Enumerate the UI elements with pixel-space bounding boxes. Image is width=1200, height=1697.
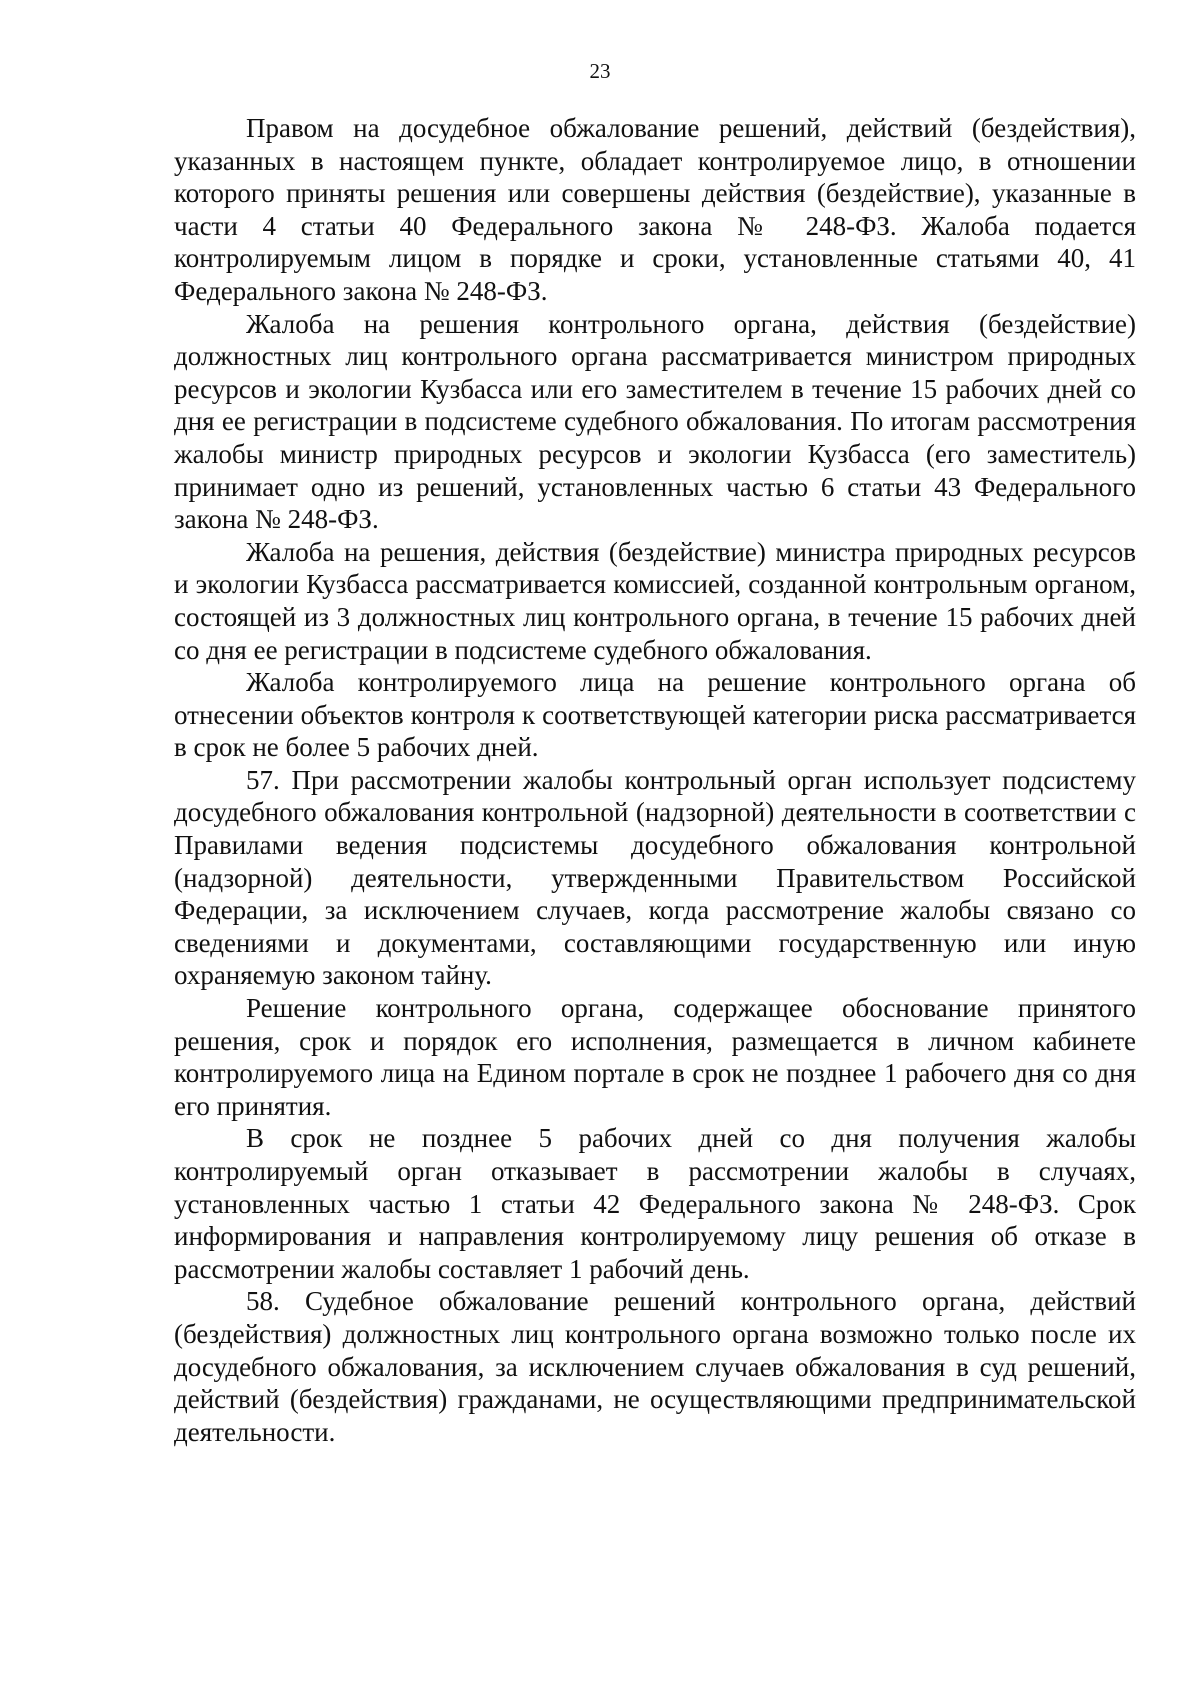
- paragraph: Решение контрольного органа, содержащее обоснование принятого решения, срок и порядок его исполнения, размещается в личном кабинете контролируемого лица на Едином портале в срок не позднее 1 рабочего дня со дня его принятия.: [174, 993, 1136, 1121]
- paragraph: Правом на досудебное обжалование решений, действий (бездействия), указанных в настоящем пункте, обладает контролируемое лицо, в отношении которого приняты решения или совершены действия (бездействие), указанные в части 4 статьи 40 Федерального закона № 248-ФЗ. Жалоба подается контролируемым лицом в порядке и сроки, установленные статьями 40, 41 Федерального закона № 248-ФЗ.: [174, 113, 1136, 306]
- paragraph: Жалоба на решения, действия (бездействие) министра природных ресурсов и экологии Кузбасса рассматривается комиссией, созданной контрольным органом, состоящей из 3 должностных лиц контрольного органа, в течение 15 рабочих дней со дня ее регистрации в подсистеме судебного обжалования.: [174, 536, 1136, 665]
- paragraph: Жалоба на решения контрольного органа, действия (бездействие) должностных лиц контрольного органа рассматривается министром природных ресурсов и экологии Кузбасса или его заместителем в течение 15 рабочих дней со дня ее регистрации в подсистеме судебного обжалования. По итогам рассмотрения жалобы министр природных ресурсов и экологии Кузбасса (его заместитель) принимает одно из решений, установленных частью 6 статьи 43 Федерального закона № 248-ФЗ.: [174, 308, 1136, 535]
- paragraph: 57. При рассмотрении жалобы контрольный орган использует подсистему досудебного обжалования контрольной (надзорной) деятельности в соответствии с Правилами ведения подсистемы досудебного обжалования контрольной (надзорной) деятельности, утвержденными Правительством Российской Федерации, за исключением случаев, когда рассмотрение жалобы связано со сведениями и документами, составляющими государственную или иную охраняемую законом тайну.: [174, 764, 1136, 991]
- paragraph: 58. Судебное обжалование решений контрольного органа, действий (бездействия) должностных лиц контрольного органа возможно только после их досудебного обжалования, за исключением случаев обжалования в суд решений, действий (бездействия) гражданами, не осуществляющими предпринимательской деятельности.: [174, 1286, 1136, 1447]
- paragraph: Жалоба контролируемого лица на решение контрольного органа об отнесении объектов контроля к соответствующей категории риска рассматривается в срок не более 5 рабочих дней.: [174, 667, 1136, 763]
- page-number: 23: [589, 59, 611, 83]
- paragraph: В срок не позднее 5 рабочих дней со дня получения жалобы контролируемый орган отказывает в рассмотрении жалобы в случаях, установленных частью 1 статьи 42 Федерального закона № 248-ФЗ. Срок информирования и направления контролируемому лицу решения об отказе в рассмотрении жалобы составляет 1 рабочий день.: [174, 1123, 1136, 1284]
- document-body: [174, 112, 1136, 1448]
